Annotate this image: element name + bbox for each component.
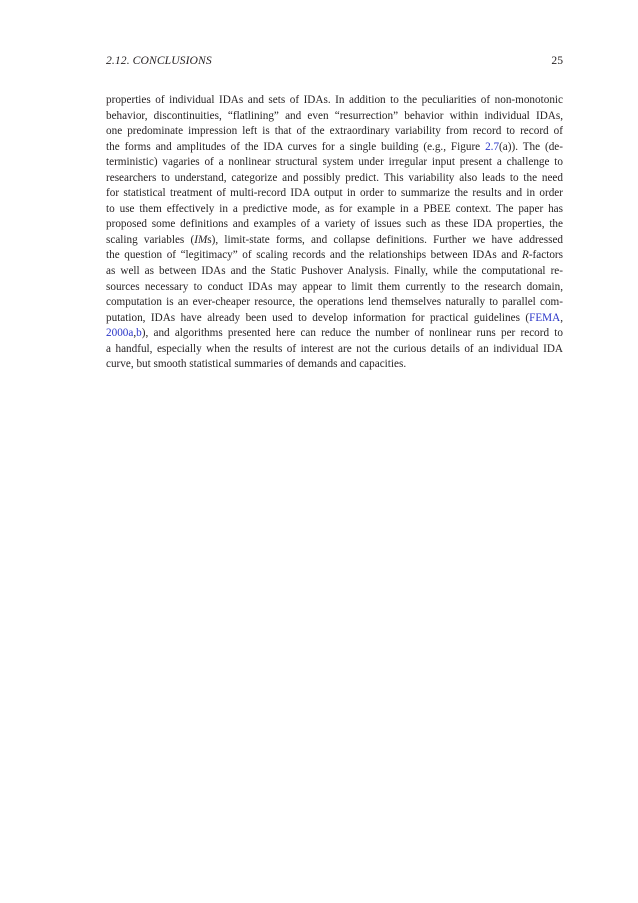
paragraph-line: computation is an ever-cheaper resource, the operations lend themselves naturally to parallel com- (106, 296, 563, 309)
page-number: 25 (551, 54, 563, 67)
paragraph-line: properties of individual IDAs and sets of IDAs. In addition to the peculiarities of non-monotonic (106, 94, 563, 106)
paragraph-line: proposed some definitions and examples of a variety of issues such as these IDA properties, the (106, 218, 563, 231)
citation-link-2000a[interactable]: 2000a (106, 327, 134, 340)
paragraph-line: as well as between IDAs and the Static Pushover Analysis. Finally, while the computational re- (106, 265, 563, 278)
r-symbol: R (521, 249, 529, 262)
citation-link-2000b[interactable]: b (136, 327, 142, 340)
paragraph-line: behavior, discontinuities, “flatlining” and even “resurrection” behavior within individual IDAs, (106, 109, 563, 122)
paragraph-line (106, 248, 563, 264)
text-run: the forms and amplitudes of the IDA curves for a single building (e.g., Figure (106, 140, 486, 153)
text-run: -factors (528, 249, 563, 262)
paragraph-line (106, 233, 563, 249)
text-run: s), limit-state forms, and collapse definitions. Further we have addressed (207, 233, 563, 246)
section-title: 2.12. CONCLUSIONS (106, 54, 212, 67)
text-run: ), and algorithms presented here can reduce the number of nonlinear runs per record to (141, 327, 563, 340)
text-run: scaling variables ( (106, 233, 195, 246)
paragraph-line: sources necessary to conduct IDAs may appear to limit them currently to the research domain, (106, 280, 563, 293)
text-run: the question of “legitimacy” of scaling records and the relationships between IDAs and (106, 249, 522, 262)
citation-link-fema[interactable]: FEMA (529, 311, 561, 324)
text-run: , (560, 311, 563, 324)
text-run: , (133, 327, 137, 340)
paragraph-line (106, 311, 563, 327)
figure-reference-link[interactable]: 2.7 (485, 140, 500, 153)
paragraph-line: a handful, especially when the results of interest are not the curious details of an individual IDA (106, 342, 563, 355)
text-run: (a)). The (de- (499, 140, 563, 153)
running-header (106, 53, 563, 69)
text-run: putation, IDAs have already been used to develop information for practical guidelines ( (106, 311, 530, 324)
paragraph-line: one predominate impression left is that of the extraordinary variability from record to record of (106, 125, 563, 138)
im-symbol: IM (194, 233, 208, 246)
paragraph-line (106, 326, 563, 342)
paragraph-line: to use them effectively in a predictive mode, as for example in a PBEE context. The paper has (106, 202, 563, 215)
paragraph-line: researchers to understand, categorize and possibly predict. This variability also leads to the need (106, 171, 563, 184)
paragraph-line: for statistical treatment of multi-record IDA output in order to summarize the results and in order (106, 187, 563, 200)
paragraph-line (106, 140, 563, 156)
conclusions-paragraph (106, 93, 563, 373)
paragraph-line-last: curve, but smooth statistical summaries of demands and capacities. (106, 358, 407, 371)
paragraph-line: terministic) vagaries of a nonlinear structural system under irregular input present a challenge to (106, 156, 563, 169)
